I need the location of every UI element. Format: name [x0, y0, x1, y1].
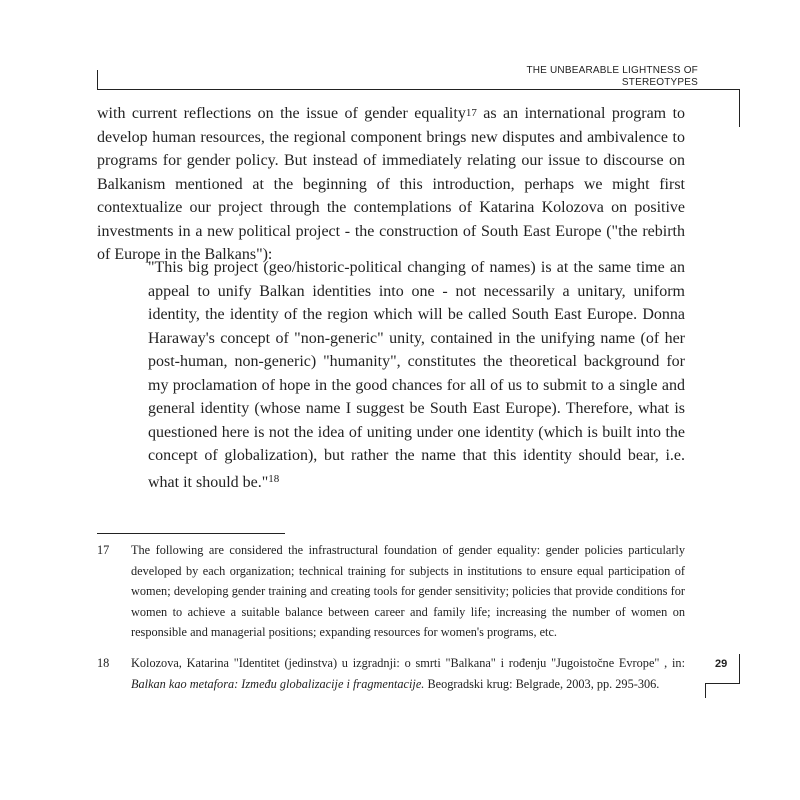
header-rule-left-tick [97, 70, 98, 89]
body-paragraph-start: with current reflections on the issue of gender equality [97, 105, 466, 122]
page-number-rule-horizontal [705, 683, 740, 684]
page-number: 29 [715, 658, 728, 670]
page-number-rule-tick [705, 683, 706, 698]
header-rule-horizontal [97, 89, 739, 90]
footnote-17 [97, 540, 685, 643]
footnote-18-text-b: Beogradski krug: Belgrade, 2003, pp. 295-306. [424, 676, 660, 691]
footnote-separator [97, 533, 285, 534]
header-rule-right-tick [739, 89, 740, 127]
page-number-rule-vertical [739, 654, 740, 683]
running-header-line-1: THE UNBEARABLE LIGHTNESS OF [526, 65, 698, 76]
footnote-18-body [131, 653, 685, 694]
footnote-18-book-title: Balkan kao metafora: Između globalizacije i fragmentacije. [131, 676, 425, 691]
body-paragraph [97, 102, 685, 267]
running-header-line-2: STEREOTYPES [621, 77, 698, 88]
footnote-17-number: 17 [97, 543, 110, 557]
footnote-18-number: 18 [97, 656, 110, 670]
footnote-18-text-a: Kolozova, Katarina "Identitet (jedinstva) u izgradnji: o smrti "Balkana" i rođenju "Jugoistočne Evrope" , in: [131, 656, 685, 670]
footnote-17-text: The following are considered the infrastructural foundation of gender equality: gender policies particularly developed by each organization; technical training for subjects in institutions to ensure equal participation of women; developing gender training and creating tools for gender sensitivity; policies that provide conditions for women to achieve a suitable balance between career and family life; increasing the number of women on responsible and managerial positions; expanding resources for women's programs, etc. [131, 543, 685, 640]
footnote-ref-17[interactable]: 17 [465, 107, 477, 119]
block-quote-text: "This big project (geo/historic-political changing of names) is at the same time an appeal to unify Balkan identities into one - not necessarily a unitary, uniform identity, the identity of the region which will be called South East Europe. Donna Haraway's concept of "non-generic" unity, contained in the unifying name (of her post-human, non-generic) "humanity", constitutes the theoretical background for my proclamation of hope in the good chances for all of us to submit to a single and general identity (whose name I suggest be South East Europe). Therefore, what is questioned here is not the idea of uniting under one identity (which is built into the concept of globalization), but rather the name that this identity should bear, i.e. what it should be." [148, 259, 685, 491]
body-paragraph-rest: as an international program to develop human resources, the regional component brings new disputes and ambivalence to programs for gender policy. But instead of immediately relating our issue to discourse on Balkanism mentioned at the beginning of this introduction, perhaps we might first contextualize our project through the contemplations of Katarina Kolozova on positive investments in a new political project - the construction of South East Europe ("the rebirth of Europe in the Balkans"): [97, 105, 686, 263]
block-quote [148, 256, 685, 494]
running-header [526, 65, 698, 89]
footnote-ref-18[interactable]: 18 [268, 472, 280, 485]
footnote-18 [97, 653, 685, 694]
